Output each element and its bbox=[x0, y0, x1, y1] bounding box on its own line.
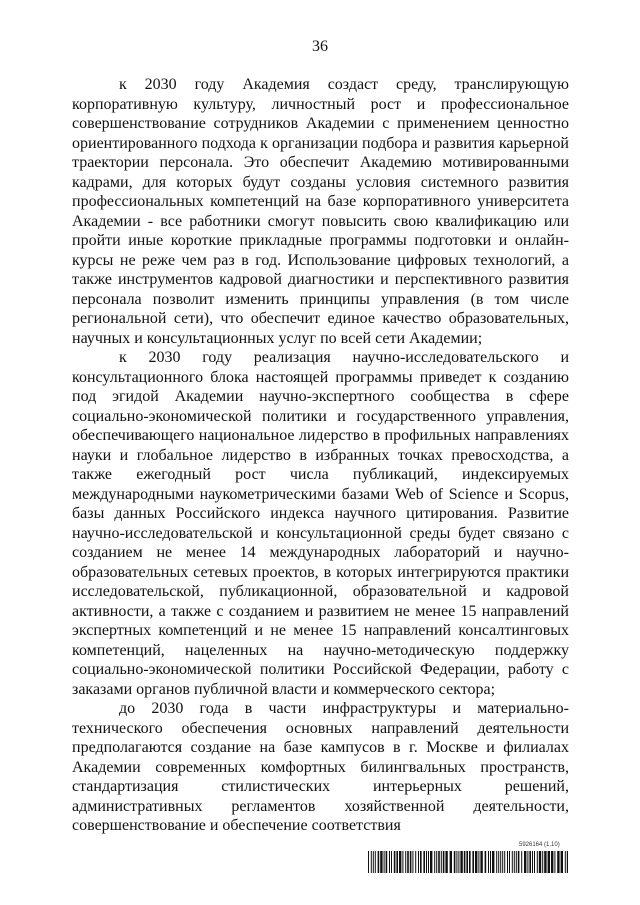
barcode-bar bbox=[428, 851, 429, 873]
barcode-bar bbox=[426, 851, 427, 873]
barcode-bar bbox=[492, 851, 494, 873]
barcode-bar bbox=[557, 851, 559, 873]
barcode-bar bbox=[551, 851, 553, 873]
barcode-bar bbox=[472, 851, 474, 873]
barcode-bar bbox=[504, 851, 505, 873]
barcode-bar bbox=[441, 851, 442, 873]
barcode-bar bbox=[490, 851, 491, 873]
barcode-bar bbox=[480, 851, 482, 873]
barcode-bar bbox=[438, 851, 440, 873]
barcode-bar bbox=[380, 851, 382, 873]
paragraph-infrastructure: до 2030 года в части инфраструктуры и материально-технического обеспечения основных направлений деятельности предполагаются создание на базе кампусов в г. Москве и филиалах Академии современных комфортных билингвальных пространств, стандартизация стилистических интерьерных решений, административных регламентов хозяйственной деятельности, совершенствование и обеспечение соответствия bbox=[72, 700, 569, 834]
barcode-bar bbox=[565, 851, 566, 873]
barcode-bar bbox=[512, 851, 513, 873]
barcode-bar bbox=[521, 851, 522, 873]
barcode-bar bbox=[389, 851, 390, 873]
barcode-bar bbox=[436, 851, 437, 873]
barcode-bar bbox=[407, 851, 409, 873]
barcode-bar bbox=[496, 851, 497, 873]
barcode-bar bbox=[534, 851, 535, 873]
barcode-bar bbox=[460, 851, 462, 873]
barcode-bar bbox=[561, 851, 563, 873]
barcode-bar bbox=[567, 851, 568, 873]
barcode-bar bbox=[532, 851, 533, 873]
barcode-bar bbox=[423, 851, 425, 873]
barcode-bar bbox=[402, 851, 403, 873]
barcode-bar bbox=[554, 851, 555, 873]
page-number: 36 bbox=[312, 38, 328, 55]
barcode-bar bbox=[507, 851, 508, 873]
barcode-bar bbox=[518, 851, 520, 873]
barcode-bar bbox=[396, 851, 398, 873]
barcode-bar bbox=[415, 851, 416, 873]
barcode-bar bbox=[373, 851, 374, 873]
barcode-bar bbox=[478, 851, 479, 873]
barcode-bar bbox=[445, 851, 447, 873]
barcode-bar bbox=[539, 851, 541, 873]
barcode-bar bbox=[418, 851, 419, 873]
barcode-bar bbox=[454, 851, 456, 873]
barcode-bar bbox=[384, 851, 385, 873]
document-code: 5926164 (1.10) bbox=[519, 842, 560, 848]
barcode-bar bbox=[500, 851, 501, 873]
barcode-bar bbox=[475, 851, 477, 873]
paragraph-hr-culture: к 2030 году Академия создаст среду, транслирующую корпоративную культуру, личностный рост и профессиональное совершенствование сотрудников Академии с применением ценностно ориентированного подхода к организации подбора и развития карьерной траектории персонала. Это обеспечит Академию мотивированными кадрами, для которых будут созданы условия системного развития профессиональных компетенций на базе корпоративного университета Академии - все работники смогут повысить свою квалификацию или пройти иные короткие прикладные программы подготовки и онлайн-курсы не реже чем раз в год. Использование цифровых технологий, а также инструментов кадровой диагностики и перспективного развития персонала позволит изменить принципы управления (в том числе региональной сети), что обеспечит единое качество образовательных, научных и консультационных услуг по всей сети Академии; bbox=[72, 76, 569, 347]
barcode-bar bbox=[399, 851, 401, 873]
barcode-bar bbox=[485, 851, 487, 873]
barcode-bar bbox=[516, 851, 517, 873]
barcode-bar bbox=[430, 851, 432, 873]
barcode-bar bbox=[498, 851, 499, 873]
barcode-image bbox=[368, 851, 568, 873]
barcode-bar bbox=[450, 851, 452, 873]
barcode-bar bbox=[529, 851, 531, 873]
paragraph-research-block: к 2030 году реализация научно-исследовательского и консультационного блока настоящей программы приведет к созданию под эгидой Академии научно-экспертного сообщества в сфере социально-экономической политики и государственного управления, обеспечивающего национальное лидерство в профильных направлениях науки и глобальное лидерство в избранных точках превосходства, а также ежегодный рост числа публикаций, индексируемых международными наукометрическими базами Web of Science и Scopus, базы данных Российского индекса научного цитирования. Развитие научно-исследовательской и консультационной среды будет связано с созданием не менее 14 международных лабораторий и научно-образовательных сетевых проектов, в которых интегрируются практики исследовательской, публикационной, образовательной и кадровой активности, а также с созданием и развитием не менее 15 направлений экспертных компетенций и не менее 15 направлений консалтинговых компетенций, нацеленных на научно-методическую поддержку социально-экономической политики Российской Федерации, работу с заказами органов публичной власти и коммерческого сектора; bbox=[72, 349, 569, 698]
barcode-bar bbox=[443, 851, 445, 873]
barcode-bar bbox=[391, 851, 392, 873]
barcode-bar bbox=[524, 851, 526, 873]
barcode-bar bbox=[542, 851, 543, 873]
barcode-bar bbox=[548, 851, 550, 873]
barcode-bar bbox=[469, 851, 471, 873]
barcode-bar bbox=[378, 851, 380, 873]
barcode-bar bbox=[466, 851, 468, 873]
barcode-bar bbox=[464, 851, 466, 873]
barcode-bar bbox=[394, 851, 396, 873]
barcode-bar bbox=[502, 851, 503, 873]
barcode-bar bbox=[544, 851, 546, 873]
barcode-bar bbox=[412, 851, 413, 873]
barcode-bar bbox=[456, 851, 457, 873]
barcode-bar bbox=[405, 851, 406, 873]
barcode-bar bbox=[375, 851, 376, 873]
barcode-bar bbox=[368, 851, 369, 873]
barcode-bar bbox=[537, 851, 538, 873]
barcode-bar bbox=[420, 851, 422, 873]
barcode-bar bbox=[514, 851, 515, 873]
body-text bbox=[72, 75, 569, 836]
barcode-bar bbox=[488, 851, 489, 873]
barcode-bar bbox=[434, 851, 435, 873]
barcode-bar bbox=[458, 851, 459, 873]
barcode-bar bbox=[371, 851, 372, 873]
barcode-bar bbox=[527, 851, 528, 873]
barcode-bar bbox=[509, 851, 510, 873]
barcode-bar bbox=[386, 851, 388, 873]
barcode-bar bbox=[410, 851, 412, 873]
